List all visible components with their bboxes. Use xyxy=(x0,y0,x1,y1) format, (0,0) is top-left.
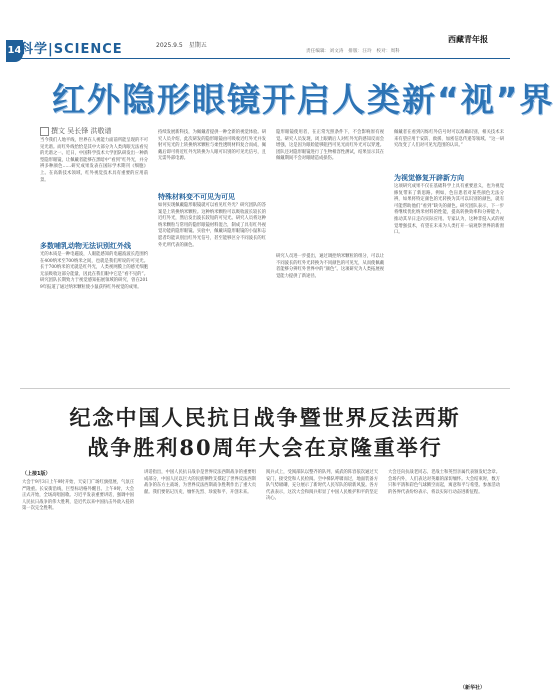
article-divider xyxy=(20,388,510,389)
paper-name: 西藏青年报 xyxy=(448,34,488,44)
article2-col2: 讲话指出，中国人民抗日战争是世界反法西斯战争的重要组成部分，中国人民以巨大的民族牺牲支撑起了世界反法西斯战争的东方主战场，为世界反法西斯战争胜利作出了重大贡献。我们要铭记历史、缅怀先烈、珍爱和平、开创未来。 xyxy=(144,470,256,495)
article1-col2b: 如何实现佩戴隐形眼镜就可以看见红外光？研究团队的答案是上转换纳米颗粒。这种纳米颗粒可以吸收波长较长的近红外光，然后发出波长较短的可见光。研究人员将这种纳米颗粒与常用的隐形眼镜材料混合，制成了具有红外视觉功能的隐形眼镜。实验中，佩戴该隐形眼镜的小鼠和志愿者均能识别出红外光信号，甚至能够区分不同波长的红外光所代表的颜色。 xyxy=(158,203,266,248)
article1-headline: 红外隐形眼镜开启人类新“视”界 xyxy=(52,80,554,119)
section-title: 科学|SCIENCE xyxy=(20,42,123,57)
article1-byline xyxy=(40,126,111,136)
article1-col3: 隐形眼镜使用者，在正常光照条件下，不会影响原有视觉。研究人员发现，闭上眼睛后人对红外光的感知反而会增强，这是因为眼睑能够阻挡可见光而红外光可以穿透。团队还对隐形眼镜进行了生物相容性测试，结果显示其在佩戴期间不会对眼睛造成损伤。 xyxy=(276,130,384,162)
byline-text: 撰文 吴长锋 洪敬谱 xyxy=(51,127,112,135)
issue-date: 2025.9.5 星期五 xyxy=(156,42,207,49)
article2-headline-line1: 纪念中国人民抗日战争暨世界反法西斯 xyxy=(69,405,461,430)
article1-col3b: 研究人员进一步提出，通过调控纳米颗粒的组分，可以让不同波长的红外光转换为不同颜色的可见光，从而使佩戴者能够分辨红外世界中的“颜色”。这项研究为人类拓展视觉能力提供了新途径。 xyxy=(276,254,384,279)
article1-subhead3: 为视觉修复开辟新方向 xyxy=(394,174,464,182)
article1-col4: 佩戴者在看到闪烁红外信号时可以准确识别，相关技术未来有望应用于安防、救援、加密信息传递等领域。“这一研究改变了人们对可见光范围的认识。” xyxy=(394,130,504,149)
article2-col3: 阅兵式上，受阅部队以整齐的队列、威武的阵容依次通过天安门，接受党和人民检阅。空中梯队呼啸而过，地面装备方队气势磅礴，充分展示了新时代人民军队的崭新风貌。各方代表表示，这次大会和阅兵彰显了中国人民维护和平的坚定决心。 xyxy=(266,470,378,502)
article1-col1: 当今我们人地平线，世界在人视能力面前所能呈现的不可见光谱。而红外线恰恰是其中大部分为人类肉眼无法看见的光谱之一。近日，中国科学技术大学团队研发出一种新型隐形眼镜，让佩戴者能够在黑暗中“看到”红外光，并分辨多种颜色……研究成果发表在国际学术期刊《细胞》上。在高新技术领域，红外视觉技术具有重要的应用前景。 xyxy=(40,138,148,183)
article2-credit: （新华社） xyxy=(460,685,486,691)
article1-subhead2: 特殊材料变不可见为可见 xyxy=(158,193,235,201)
editor-credits: 责任编辑：刘文涛 排版：汪玲 校对：周科 xyxy=(306,49,400,54)
masthead-divider xyxy=(20,58,510,59)
article2-col1: 大会于9月3日上午9时开始，天安门广场红旗招展，气氛庄严隆重。长安街沿线，巨型标语格外醒目。上午9时，大会正式开始，全场高唱国歌。习近平发表重要讲话，强调中国人民抗日战争的伟大胜利，是近代以来中国抗击外敌入侵的第一次完全胜利。 xyxy=(22,480,134,512)
article2-continued: （上接1版） xyxy=(22,471,51,477)
article1-col4b: 这项研究成果不仅在基础科学上具有重要意义，也为视觉修复带来了新思路。例如，色盲患者对某些颜色无法分辨，如果将特定颜色的光转换为其可以识别的颜色，就有可能帮助他们“看到”缺失的颜色。研究团队表示，下一步将继续优化纳米材料的性能，提高转换效率和分辨能力，推动其早日走向实际应用。专家认为，这种非侵入式的视觉增强技术，有望在未来为人类打开一扇观察世界的新窗口。 xyxy=(394,184,504,236)
article2-headline-line2: 战争胜利80周年大会在京隆重举行 xyxy=(87,435,443,460)
article1-col1b: 光的本质是一种电磁波，人眼能感知的电磁波波长范围约在400纳米至700纳米之间，也就是我们所说的可见光。长于700纳米的光就是红外光，人类视网膜上的感光细胞无法吸收这部分能量，因此在我们眼中它是“看不见的”。研究团队长期致力于视觉感知拓展领域的研究，曾在2019年报道了通过纳米颗粒使小鼠获得红外视觉的成果。 xyxy=(40,252,148,290)
article1-subhead1: 多数哺乳动物无法识别红外线 xyxy=(40,242,131,250)
page-number: 14 xyxy=(6,40,23,62)
article2-col4: 大会还向抗战老同志、老战士和英烈亲属代表颁发纪念章。会场内外，人们表达对英雄的深切缅怀。大会结束时，数万只和平鸽和彩色气球腾空而起，寓意和平与希望。参加活动的各界代表纷纷表示，将以实际行动奋进新征程。 xyxy=(388,470,500,495)
article1-col2: 持续发展新科技，为佩戴者提供一种全新的视觉体验。研究人员介绍，此次研发的隐形眼镜由可吸收近红外光并发射可见光的上转换纳米颗粒与柔性透明材料复合而成，佩戴后即可将近红外光转换为人眼可识别的可见光信号，且无需外部电源。 xyxy=(158,130,266,162)
byline-icon xyxy=(40,127,49,136)
